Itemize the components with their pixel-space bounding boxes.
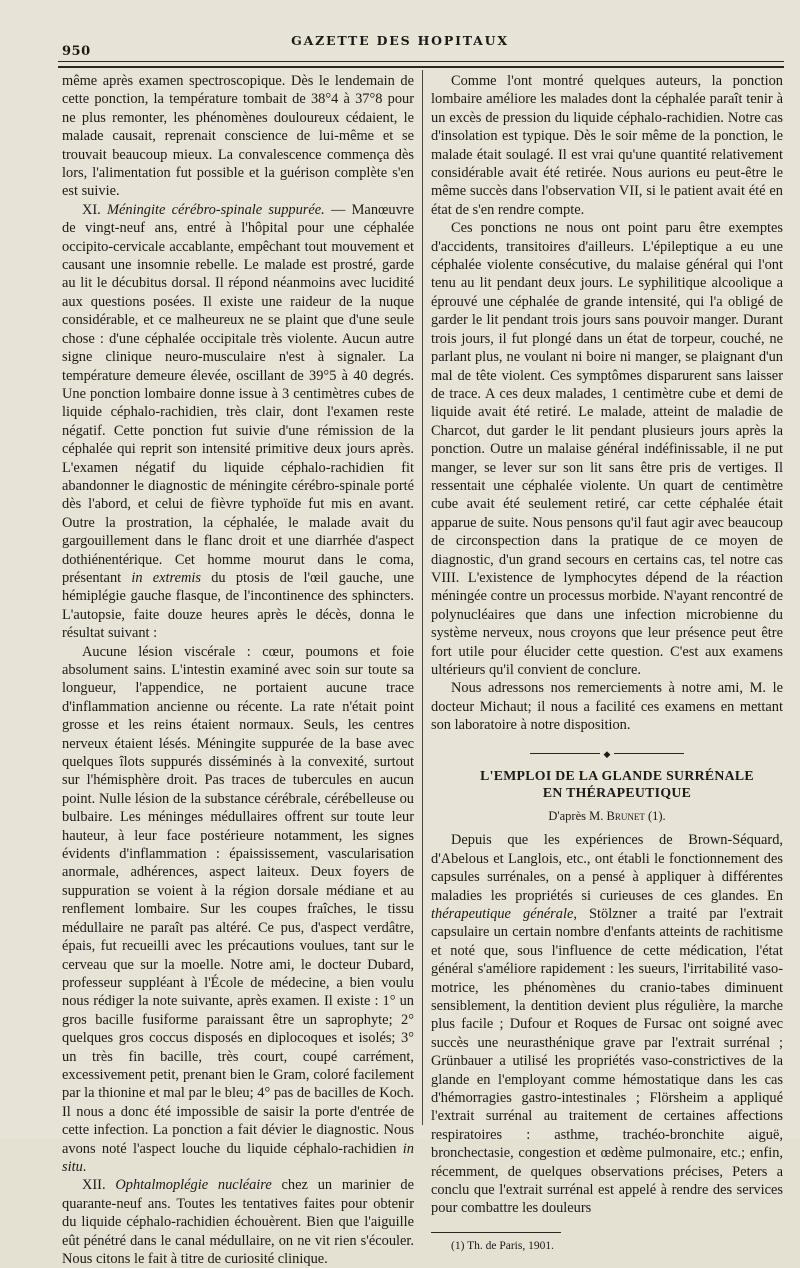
header-rule: [58, 61, 784, 62]
autopsy-text-end: .: [82, 1158, 87, 1175]
italic-phrase: in situ: [62, 1140, 414, 1175]
case-eleven-paragraph: [62, 201, 414, 643]
separator-line: [530, 753, 600, 754]
article-author: [431, 807, 783, 825]
autopsy-paragraph: [62, 643, 414, 1177]
running-head: GAZETTE DES HOPITAUX: [291, 33, 509, 48]
separator-ornament-icon: ◆: [603, 748, 611, 759]
case-text-continued: du ptosis de l'œil gauche, une hémiplégie gauche flasque, de l'incontinence des sphincters. L'autopsie, faite douze heures après le décès, donna le résultat suivant :: [62, 569, 414, 642]
article-title-line1: L'EMPLOI DE LA GLANDE SURRÉNALE: [480, 767, 754, 783]
case-title: Méningite cérébro-spinale suppurée.: [107, 201, 325, 218]
section-separator: [431, 749, 783, 759]
footnote-ref: (1).: [647, 808, 666, 823]
article-text: Depuis que les expériences de Brown-Séquard, d'Abelous et Langlois, etc., ont établi le fonctionnement des capsules surrénales, on a pensé à appliquer à différentes maladies les propriétés si curieuses de ces glandes. En: [431, 832, 783, 904]
case-label: XII.: [82, 1177, 106, 1194]
article-title-line2: EN THÉRAPEUTIQUE: [542, 784, 692, 800]
left-column: [62, 72, 414, 1268]
italic-phrase: in extremis: [131, 569, 201, 586]
footnote-rule: [431, 1232, 561, 1233]
author-prefix: D'après M.: [548, 808, 604, 823]
separator-line: [614, 753, 684, 754]
column-divider: [422, 70, 423, 1125]
article-paragraph: [431, 831, 783, 1218]
paragraph: Nous adressons nos remerciements à notre ami, M. le docteur Michaut; il nous a facilité ces examens en mettant son laboratoire à notre disposition.: [431, 680, 783, 734]
article-text-continued: , Stölzner a traité par l'extrait capsulaire un certain nombre d'enfants atteints de rachitisme et noté que, sous l'influence de cette médication, l'état général s'améliore rapidement : les sueurs, l'irritabilité vaso-motrice, les phénomènes du cranio-tabes diminuent sensiblement, la dentition devient plus régulière, la marche plus facile ; Dufour et Roques de Fursac ont soigné avec succès une neurasthénique grave par l'extrait surrénal ; Grünbauer a utilisé les propriétés vaso-constrictives de la glande en l'employant comme hémostatique dans les cas d'hémorragies gastro-intestinales ; Flörsheim a appliqué l'extrait surrénal au traitement de certaines affections respiratoires : asthme, trachéo-bronchite aiguë, bronchectasie, congestion et œdème pulmonaire, etc.; enfin, récemment, de quelques observations précises, Peters a conclu que l'extrait surrénal est appelé à rendre des services pour combattre les douleurs: [431, 905, 783, 1217]
autopsy-text: Aucune lésion viscérale : cœur, poumons et foie absolument sains. L'intestin examiné avec soin sur toute sa longueur, l'appendice, ne portaient aucune trace d'inflammation ancienne ou récente. La rate n'était point grosse et les reins étaient normaux. Seuls, les centres nerveux étaient lésés. Méningite suppurée de la base avec quelques îlots suppurés disséminés à la convexité, surtout sur l'hémisphère droit. Pas traces de tubercules en aucun point. Nulle lésion de la substance cérébrale, cérébelleuse ou bulbaire. Les méninges médullaires offrent sur toute leur hauteur, à leur face postérieure notamment, les signes évidents d'inflammation : épaississement, vascularisation anormale, adhérences, aspect laiteux. Deux foyers de suppuration se voient à la région dorsale médiane et au renflement lombaire. Sur les coupes fraîches, le tissu médullaire ne paraît pas altéré. Ce pus, d'aspect verdâtre, épais, fut recueilli avec les précautions voulues, tant sur le cerveau que sur la moelle. Notre ami, le docteur Dubard, professeur suppléant à l'École de médecine, a bien voulu nous rédiger la note suivante, après examen. Il existe : 1° un gros bacille fusiforme paraissant être un saprophyte; 2° quelques gros coccus disposés en diplocoques et isolés; 3° un très fin bacille, très court, coupé carrément, excessivement petit, prenant bien le Gram, coloré facilement par la thionine et mal par le bleu; 4° pas de bacilles de Koch. Il nous a donc été impossible de saisir la porte d'entrée de cette infection. La ponction a fait dévier le diagnostic. Nous avons noté l'aspect louche du liquide céphalo-rachidien: [62, 643, 414, 1157]
header-rule-thick: [58, 66, 784, 68]
right-column: [431, 72, 783, 1253]
page-number: 950: [62, 44, 91, 59]
italic-phrase: thérapeutique générale: [431, 905, 574, 922]
paragraph: même après examen spectroscopique. Dès le lendemain de cette ponction, la température tombait de 38°4 à 37°8 pour ne plus remonter, les phénomènes douloureux cédaient, le malade causait, reprenait conscience de lui-même et se trouvait beaucoup mieux. La convalescence commença dès lors, l'alimentation fut possible et la guérison complète s'en est suivie.: [62, 73, 414, 200]
footnote: (1) Th. de Paris, 1901.: [451, 1239, 554, 1252]
case-label: XI.: [82, 201, 101, 218]
case-text: — Manœuvre de vingt-neuf ans, entré à l'hôpital pour une céphalée occipito-cervicale accablante, empêchant tout mouvement et causant une insomnie rebelle. Le malade est prostré, garde au lit le décubitus dorsal. Il répond néanmoins avec lucidité aux questions posées. Il existe une raideur de la nuque considérable, et ce malheureux ne se plaint que d'une seule chose : d'une céphalée occipitale très violente. Aucun autre signe clinique neuro-musculaire n'est à signaler. La température demeure élevée, oscillant de 39°5 à 40 degrés. Une ponction lombaire donne issue à 3 centimètres cubes de liquide céphalo-rachidien, très clair, dont l'examen reste négatif. Cette ponction fut suivie d'une rémission de la céphalée qui reprit son intensité primitive deux jours après. L'examen négatif du liquide céphalo-rachidien fit abandonner le diagnostic de méningite cérébro-spinale porté dès l'abord, et celui de fièvre typhoïde fut mis en avant. Outre la prostration, la céphalée, le malade avait du gargouillement dans le flanc droit et une diarrhée d'aspect dothiénentérique. Cet homme mourut dans le coma, présentant: [62, 201, 414, 586]
case-text: chez un marinier de quarante-neuf ans. Toutes les tentatives faites pour obtenir du liquide céphalo-rachidien échouèrent. Bien que l'aiguille eût pénétré dans le canal médullaire, on ne vit rien s'écouler. Nous citons le fait à titre de curiosité clinique.: [62, 1177, 415, 1267]
case-title: Ophtalmoplégie nucléaire: [115, 1177, 272, 1194]
paragraph: Comme l'ont montré quelques auteurs, la ponction lombaire améliore les malades dont la céphalée paraît tenir à un excès de pression du liquide céphalo-rachidien. Notre cas d'insolation est typique. Dès le soir même de la ponction, le malade était soulagé. Il est vrai qu'une quantité relativement considérable avait été retirée. Nous aurions eu peut-être le même succès dans l'observation VII, si le patient avait été en état de s'en rendre compte.: [431, 73, 783, 218]
author-name: Brunet: [606, 808, 645, 823]
paragraph: Ces ponctions ne nous ont point paru être exemptes d'accidents, transitoires d'ailleurs. L'épileptique a eu une céphalée violente consécutive, du malaise général qui l'ont tenu au lit pendant deux jours. Le syphilitique alcoolique a éprouvé une céphalée de grande intensité, qui l'a obligé de garder le lit pendant trois jours sans pouvoir manger. Durant trois jours, il fut plongé dans un état de torpeur, couché, ne parlant plus, ne voulant ni boire ni manger, se plaignant d'un mal de tête violent. Ces symptômes disparurent sans laisser de trace. A ces deux malades, 1 centimètre cube et demi de liquide avait été retiré. Le malade, atteint de maladie de Charcot, dut garder le lit pendant plusieurs jours après la ponction. Outre un malaise général indéfinissable, il ne put manger, se lever sur son lit sans être pris de vertiges. Il ressentait une céphalée violente. Un quart de centimètre cube avait été seulement retiré, car cette céphalée était apparue de suite. Nous pensons qu'il faut agir avec beaucoup de circonspection dans la pratique de ce moyen de diagnostic, d'un grand secours en certains cas, tel notre cas VIII. L'existence de lymphocytes dépend de la réaction méningée contre un processus morbide. N'ayant rencontré de polynucléaires que dans une infection microbienne du système nerveux, nous croyons que leur présence peut être fort utile pour élucider cette question. C'est aux examens ultérieurs qu'il convient de conclure.: [431, 220, 783, 678]
case-twelve-paragraph: [62, 1176, 414, 1268]
